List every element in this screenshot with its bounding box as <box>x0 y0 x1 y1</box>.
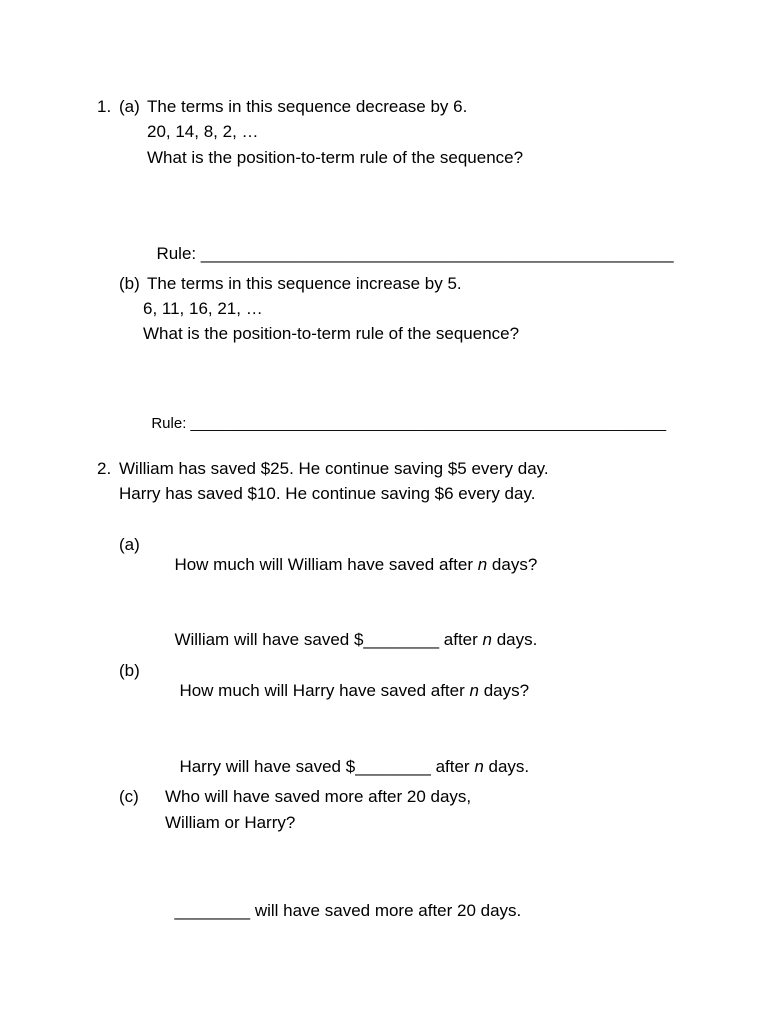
q2c-question-line1: Who will have saved more after 20 days, <box>165 787 472 806</box>
q1b-sequence: 6, 11, 16, 21, … <box>143 299 263 318</box>
q1a-label: (a) <box>119 97 140 116</box>
q2b-answer-pre: Harry will have saved $ <box>179 757 356 776</box>
q2-intro-william: William has saved $25. He continue saving $5 every day. <box>119 459 549 478</box>
q2b-question <box>170 661 529 701</box>
q1b-answer-line[interactable] <box>143 394 666 434</box>
q1a-rule-blank[interactable]: __________________________________________________ <box>200 244 674 263</box>
q1b-rule-label: Rule: <box>151 415 191 432</box>
q1a-sequence: 20, 14, 8, 2, … <box>147 122 259 141</box>
q2b-question-var: n <box>469 681 479 700</box>
q2a-question <box>165 535 537 575</box>
q1b-label: (b) <box>119 274 140 293</box>
q2a-question-end: days? <box>487 555 538 574</box>
q2a-answer-var: n <box>482 630 492 649</box>
q2b-answer-line[interactable] <box>170 737 529 777</box>
q2c-label: (c) <box>119 787 139 806</box>
q1-number: 1. <box>97 97 112 116</box>
q2a-answer-mid: after <box>439 630 483 649</box>
q2a-answer-pre: William will have saved $ <box>174 630 364 649</box>
q1a-question: What is the position-to-term rule of the sequence? <box>147 148 524 167</box>
q2-number: 2. <box>97 459 112 478</box>
q2a-answer-line[interactable] <box>165 610 537 650</box>
q2b-answer-var: n <box>474 757 484 776</box>
q2a-answer-post: days. <box>491 630 538 649</box>
q2c-answer-blank[interactable]: ________ <box>174 901 251 920</box>
q2-intro-harry: Harry has saved $10. He continue saving $6 every day. <box>119 484 536 503</box>
q1a-rule-label: Rule: <box>156 244 201 263</box>
q1b-rule-blank[interactable]: _________________________________________________________ <box>190 415 667 432</box>
q2c-answer-post: will have saved more after 20 days. <box>250 901 522 920</box>
q2b-label: (b) <box>119 661 140 680</box>
q1b-statement: The terms in this sequence increase by 5. <box>147 274 462 293</box>
q2c-question-line2: William or Harry? <box>165 813 296 832</box>
q2a-answer-blank[interactable]: ________ <box>363 630 440 649</box>
q2a-question-var: n <box>477 555 488 574</box>
q2c-answer-line[interactable] <box>165 881 521 921</box>
q1a-statement: The terms in this sequence decrease by 6. <box>147 97 468 116</box>
q2a-label: (a) <box>119 535 140 554</box>
q2b-answer-post: days. <box>483 757 530 776</box>
q2a-question-text: How much will William have saved after <box>174 555 478 574</box>
q2b-answer-mid: after <box>430 757 475 776</box>
q2b-answer-blank[interactable]: ________ <box>355 757 431 776</box>
q1a-answer-line[interactable] <box>147 224 674 264</box>
q2b-question-text: How much will Harry have saved after <box>179 681 470 700</box>
q1b-question: What is the position-to-term rule of the sequence? <box>143 324 520 343</box>
q2b-question-end: days? <box>478 681 530 700</box>
